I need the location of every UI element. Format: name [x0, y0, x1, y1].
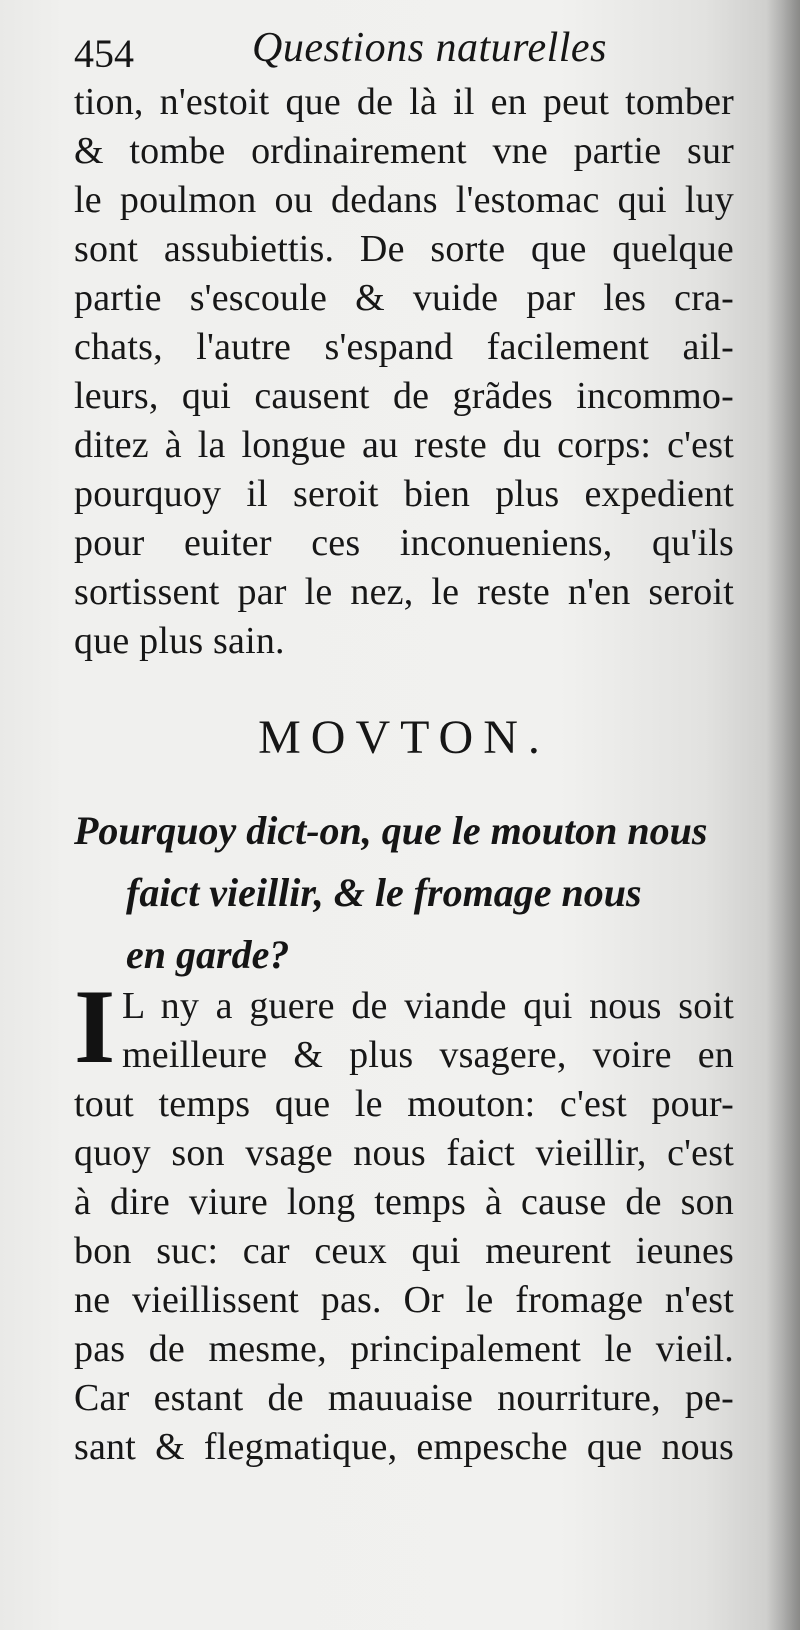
- text-line: quoy son vsage nous faict vieillir, c'est: [74, 1132, 734, 1174]
- text-line: meilleure & plus vsagere, voire en: [122, 1034, 734, 1076]
- question-line: Pourquoy dict-on, que le mouton nous: [74, 808, 708, 853]
- text-line: partie s'escoule & vuide par les cra-: [74, 277, 734, 319]
- page-header: [74, 18, 734, 74]
- page-number: 454: [74, 31, 134, 76]
- text-line: sont assubiettis. De sorte que quelque: [74, 228, 734, 270]
- text-line: ne vieillissent pas. Or le fromage n'est: [74, 1279, 734, 1321]
- running-head: Questions naturelles: [252, 25, 607, 71]
- question-line: en garde?: [126, 932, 290, 977]
- answer-paragraph: [74, 982, 734, 1472]
- text-line: à dire viure long temps à cause de son: [74, 1181, 734, 1223]
- text-line: sortissent par le nez, le reste n'en seroit: [74, 571, 734, 613]
- continuation-paragraph: [74, 78, 734, 666]
- page-gutter-shadow: [766, 0, 800, 1630]
- question-heading: [74, 800, 734, 986]
- text-line: Car estant de mauuaise nourriture, pe-: [74, 1377, 734, 1419]
- text-line: le poulmon ou dedans l'estomac qui luy: [74, 179, 734, 221]
- drop-cap: I: [74, 968, 116, 1085]
- text-line: leurs, qui causent de grãdes incommo-: [74, 375, 734, 417]
- text-line: & tombe ordinairement vne partie sur: [74, 130, 734, 172]
- text-line: tion, n'estoit que de là il en peut tomber: [74, 81, 734, 123]
- text-line: sant & flegmatique, empesche que nous: [74, 1426, 734, 1468]
- text-line: que plus sain.: [74, 620, 285, 662]
- text-line: ditez à la longue au reste du corps: c'est: [74, 424, 734, 466]
- text-line: pas de mesme, principalement le vieil.: [74, 1328, 734, 1370]
- text-line: L ny a guere de viande qui nous soit: [122, 985, 734, 1027]
- text-line: pourquoy il seroit bien plus expedient: [74, 473, 734, 515]
- text-line: tout temps que le mouton: c'est pour-: [74, 1083, 734, 1125]
- text-line: chats, l'autre s'espand facilement ail-: [74, 326, 734, 368]
- section-title: MOVTON.: [258, 711, 550, 764]
- text-line: pour euiter ces inconueniens, qu'ils: [74, 522, 734, 564]
- text-line: bon suc: car ceux qui meurent ieunes: [74, 1230, 734, 1272]
- question-line: faict vieillir, & le fromage nous: [126, 870, 642, 915]
